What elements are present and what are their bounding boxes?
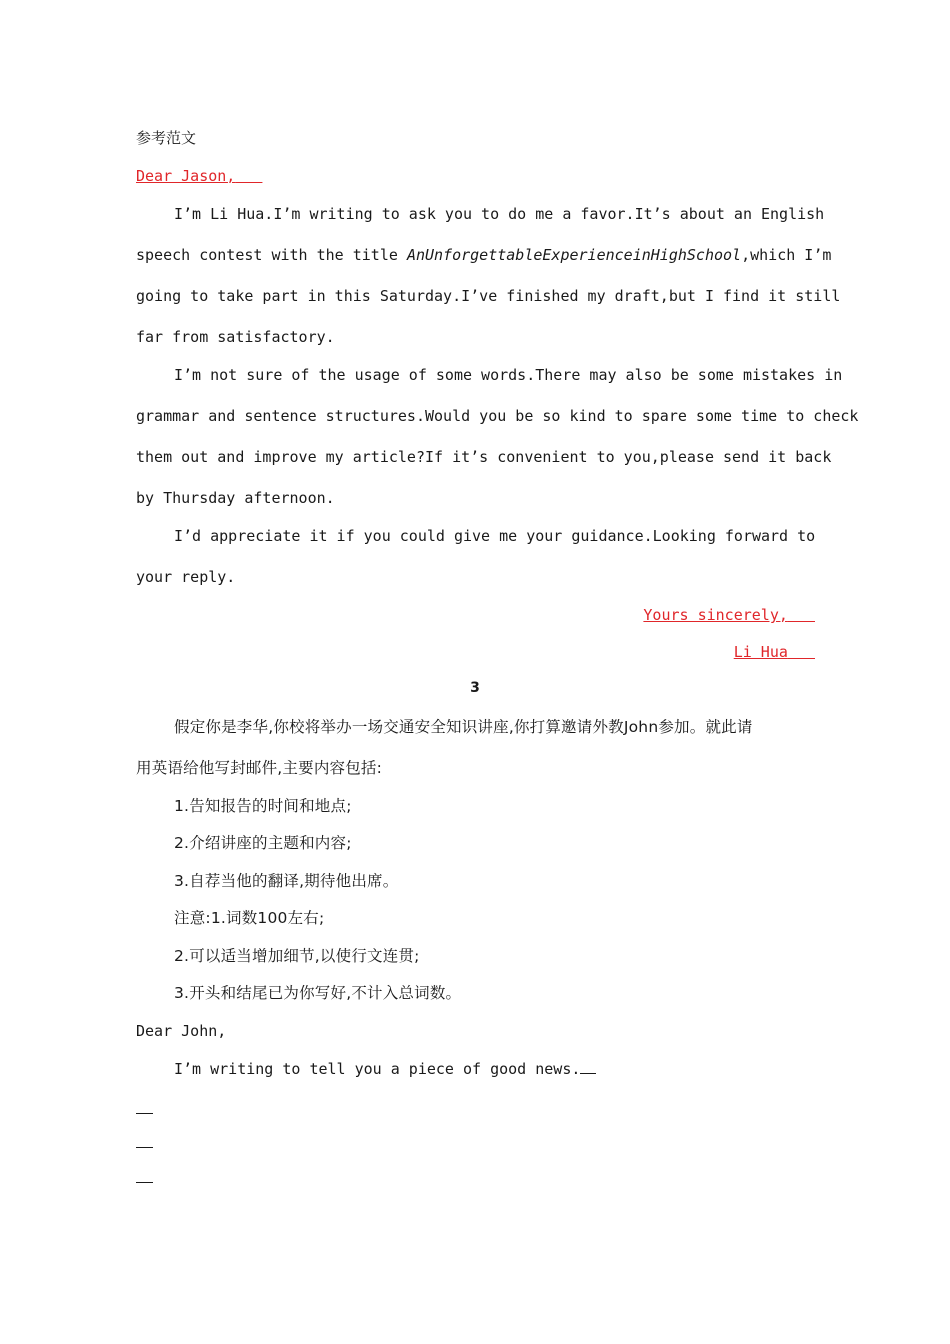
letter1-p1-line2: speech contest with the title AnUnforgettableExperienceinHighSchool,which I’m: [136, 246, 832, 264]
letter1-p1-line1: I’m Li Hua.I’m writing to ask you to do me a favor.It’s about an English: [174, 205, 825, 223]
question-number: 3: [470, 680, 480, 696]
letter1-p3-line1: I’d appreciate it if you could give me your guidance.Looking forward to: [174, 527, 816, 545]
task-point-2: 2.介绍讲座的主题和内容;: [174, 834, 352, 852]
letter2-greeting: Dear John,: [136, 1022, 227, 1040]
letter1-p2-line2: grammar and sentence structures.Would you be so kind to spare some time to check: [136, 407, 859, 425]
letter1-signature: Li Hua: [733, 643, 788, 661]
letter1-p2-line4: by Thursday afternoon.: [136, 489, 335, 507]
task-point-1: 1.告知报告的时间和地点;: [174, 797, 352, 815]
answer-blank[interactable]: [580, 1059, 596, 1074]
answer-line-1[interactable]: [136, 1113, 153, 1114]
section-label: 参考范文: [136, 129, 197, 147]
letter1-p1-line4: far from satisfactory.: [136, 328, 335, 346]
letter1-greeting: Dear Jason,: [136, 167, 236, 185]
task-intro-line2: 用英语给他写封邮件,主要内容包括:: [136, 759, 383, 777]
task-intro-line1: 假定你是李华,你校将举办一场交通安全知识讲座,你打算邀请外教John参加。就此请: [174, 718, 753, 736]
task-note-3: 3.开头和结尾已为你写好,不计入总词数。: [174, 984, 462, 1002]
task-note-2: 2.可以适当增加细节,以使行文连贯;: [174, 947, 420, 965]
letter1-p2-line3: them out and improve my article?If it’s convenient to you,please send it back: [136, 448, 832, 466]
letter2-opening: I’m writing to tell you a piece of good news.: [174, 1059, 854, 1079]
letter1-p2-line1: I’m not sure of the usage of some words.There may also be some mistakes in: [174, 366, 843, 384]
letter1-p3-line2: your reply.: [136, 568, 236, 586]
letter1-closing: Yours sincerely,: [643, 606, 788, 624]
answer-line-3[interactable]: [136, 1182, 153, 1183]
speech-title: AnUnforgettableExperienceinHighSchool: [406, 246, 742, 264]
task-note-1: 注意:1.词数100左右;: [174, 909, 325, 927]
task-point-3: 3.自荐当他的翻译,期待他出席。: [174, 872, 399, 890]
letter1-p1-line3: going to take part in this Saturday.I’ve finished my draft,but I find it still: [136, 287, 841, 305]
answer-line-2[interactable]: [136, 1147, 153, 1148]
